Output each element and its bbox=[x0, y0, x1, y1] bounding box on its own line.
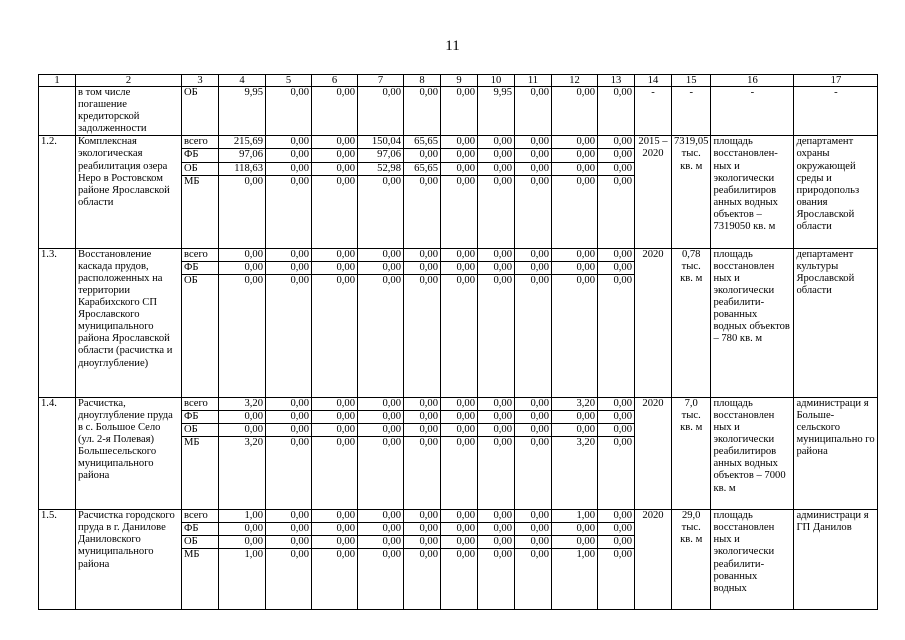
fund-cell: МБ bbox=[182, 437, 219, 510]
amount-cell: 0,00 bbox=[478, 549, 515, 610]
amount-cell: 0,00 bbox=[515, 261, 552, 274]
amount-cell: 0,00 bbox=[598, 136, 635, 149]
amount-cell: 0,00 bbox=[312, 175, 358, 248]
amount-cell: 0,00 bbox=[478, 149, 515, 162]
amount-cell: 0,00 bbox=[266, 149, 312, 162]
amount-cell: 1,00 bbox=[552, 549, 598, 610]
dash-cell: - bbox=[794, 87, 878, 136]
amount-cell: 0,00 bbox=[441, 424, 478, 437]
amount-cell: 0,00 bbox=[552, 248, 598, 261]
header-row bbox=[39, 75, 878, 87]
amount-cell: 0,00 bbox=[552, 175, 598, 248]
header-cell: 9 bbox=[441, 75, 478, 87]
amount-cell: 0,00 bbox=[441, 536, 478, 549]
amount-cell: 0,00 bbox=[358, 549, 404, 610]
amount-cell: 0,00 bbox=[552, 87, 598, 136]
amount-cell: 0,00 bbox=[266, 549, 312, 610]
amount-cell: 97,06 bbox=[219, 149, 266, 162]
amount-cell: 0,00 bbox=[266, 136, 312, 149]
page-number: 11 bbox=[445, 38, 460, 54]
amount-cell: 0,00 bbox=[515, 397, 552, 410]
fund-cell: ОБ bbox=[182, 87, 219, 136]
indicator-value-cell: 0,78 тыс. кв. м bbox=[672, 248, 711, 397]
amount-cell: 1,00 bbox=[219, 510, 266, 523]
amount-cell: 0,00 bbox=[515, 248, 552, 261]
amount-cell: 0,00 bbox=[515, 175, 552, 248]
header-cell: 15 bbox=[672, 75, 711, 87]
amount-cell: 0,00 bbox=[312, 274, 358, 397]
amount-cell: 0,00 bbox=[404, 437, 441, 510]
amount-cell: 0,00 bbox=[441, 397, 478, 410]
table-row bbox=[39, 136, 878, 149]
amount-cell: 0,00 bbox=[312, 510, 358, 523]
header-cell: 4 bbox=[219, 75, 266, 87]
amount-cell: 0,00 bbox=[266, 410, 312, 423]
amount-cell: 0,00 bbox=[598, 424, 635, 437]
amount-cell: 0,00 bbox=[219, 410, 266, 423]
amount-cell: 0,00 bbox=[266, 248, 312, 261]
fund-cell: ФБ bbox=[182, 523, 219, 536]
amount-cell: 0,00 bbox=[552, 162, 598, 175]
amount-cell: 0,00 bbox=[598, 397, 635, 410]
indicator-cell: площадь восстановлен ных и экологически реабилити-рованных водных bbox=[711, 510, 794, 610]
table-row bbox=[39, 87, 878, 136]
fund-cell: ФБ bbox=[182, 261, 219, 274]
header-cell: 8 bbox=[404, 75, 441, 87]
amount-cell: 0,00 bbox=[358, 410, 404, 423]
amount-cell: 0,00 bbox=[478, 523, 515, 536]
amount-cell: 0,00 bbox=[358, 397, 404, 410]
event-name-cell: в том числе погашение кредиторской задолженности bbox=[76, 87, 182, 136]
amount-cell: 0,00 bbox=[598, 549, 635, 610]
amount-cell: 0,00 bbox=[515, 274, 552, 397]
amount-cell: 0,00 bbox=[219, 175, 266, 248]
amount-cell: 0,00 bbox=[441, 410, 478, 423]
event-name-cell: Восстановление каскада прудов, расположенных на территории Карабихского СП Ярославского муниципального района Ярославской области (расчистка и дноуглубление) bbox=[76, 248, 182, 397]
amount-cell: 97,06 bbox=[358, 149, 404, 162]
amount-cell: 0,00 bbox=[598, 274, 635, 397]
amount-cell: 0,00 bbox=[552, 149, 598, 162]
header-cell: 12 bbox=[552, 75, 598, 87]
amount-cell: 0,00 bbox=[478, 274, 515, 397]
indicator-cell: площадь восстановлен-ных и экологически реабилитиров анных водных объектов – 7319050 кв. м bbox=[711, 136, 794, 248]
amount-cell: 0,00 bbox=[266, 437, 312, 510]
amount-cell: 0,00 bbox=[266, 162, 312, 175]
indicator-value-cell: 7319,05 тыс. кв. м bbox=[672, 136, 711, 248]
header-cell: 11 bbox=[515, 75, 552, 87]
amount-cell: 0,00 bbox=[404, 549, 441, 610]
years-cell: 2020 bbox=[635, 510, 672, 610]
amount-cell: 0,00 bbox=[358, 274, 404, 397]
amount-cell: 0,00 bbox=[312, 136, 358, 149]
amount-cell: 0,00 bbox=[598, 536, 635, 549]
fund-cell: ФБ bbox=[182, 149, 219, 162]
fund-cell: ОБ bbox=[182, 536, 219, 549]
amount-cell: 0,00 bbox=[266, 274, 312, 397]
amount-cell: 3,20 bbox=[219, 437, 266, 510]
indicator-value-cell: 29,0 тыс. кв. м bbox=[672, 510, 711, 610]
amount-cell: 0,00 bbox=[441, 437, 478, 510]
amount-cell: 0,00 bbox=[441, 261, 478, 274]
amount-cell: 0,00 bbox=[404, 261, 441, 274]
event-name-cell: Расчистка, дноуглубление пруда в с. Большое Село (ул. 2-я Полевая) Большесельского муниципального района bbox=[76, 397, 182, 509]
table-row bbox=[39, 397, 878, 410]
amount-cell: 0,00 bbox=[598, 162, 635, 175]
amount-cell: 0,00 bbox=[515, 536, 552, 549]
fund-cell: всего bbox=[182, 248, 219, 261]
amount-cell: 0,00 bbox=[515, 162, 552, 175]
amount-cell: 0,00 bbox=[515, 87, 552, 136]
amount-cell: 3,20 bbox=[552, 437, 598, 510]
amount-cell: 0,00 bbox=[358, 87, 404, 136]
amount-cell: 0,00 bbox=[598, 149, 635, 162]
amount-cell: 0,00 bbox=[552, 523, 598, 536]
header-cell: 5 bbox=[266, 75, 312, 87]
amount-cell: 9,95 bbox=[478, 87, 515, 136]
fund-cell: ОБ bbox=[182, 162, 219, 175]
amount-cell: 0,00 bbox=[515, 510, 552, 523]
amount-cell: 0,00 bbox=[358, 175, 404, 248]
amount-cell: 0,00 bbox=[552, 410, 598, 423]
amount-cell: 0,00 bbox=[478, 437, 515, 510]
amount-cell: 0,00 bbox=[441, 248, 478, 261]
amount-cell: 0,00 bbox=[478, 136, 515, 149]
dash-cell: - bbox=[711, 87, 794, 136]
amount-cell: 0,00 bbox=[598, 261, 635, 274]
event-name-cell: Расчистка городского пруда в г. Данилове Даниловского муниципального района bbox=[76, 510, 182, 610]
amount-cell: 0,00 bbox=[552, 261, 598, 274]
header-cell: 1 bbox=[39, 75, 76, 87]
amount-cell: 0,00 bbox=[358, 424, 404, 437]
header-cell: 2 bbox=[76, 75, 182, 87]
amount-cell: 0,00 bbox=[358, 248, 404, 261]
amount-cell: 0,00 bbox=[598, 410, 635, 423]
amount-cell: 0,00 bbox=[358, 510, 404, 523]
years-cell: 2020 bbox=[635, 248, 672, 397]
amount-cell: 0,00 bbox=[478, 175, 515, 248]
amount-cell: 0,00 bbox=[441, 149, 478, 162]
amount-cell: 65,65 bbox=[404, 136, 441, 149]
header-cell: 6 bbox=[312, 75, 358, 87]
amount-cell: 0,00 bbox=[515, 549, 552, 610]
amount-cell: 0,00 bbox=[312, 87, 358, 136]
amount-cell: 0,00 bbox=[515, 523, 552, 536]
amount-cell: 0,00 bbox=[266, 261, 312, 274]
amount-cell: 0,00 bbox=[552, 424, 598, 437]
table-row bbox=[39, 510, 878, 523]
amount-cell: 0,00 bbox=[219, 248, 266, 261]
amount-cell: 0,00 bbox=[266, 536, 312, 549]
table-row bbox=[39, 248, 878, 261]
amount-cell: 3,20 bbox=[219, 397, 266, 410]
fund-cell: ОБ bbox=[182, 424, 219, 437]
fund-cell: всего bbox=[182, 510, 219, 523]
amount-cell: 0,00 bbox=[441, 523, 478, 536]
amount-cell: 0,00 bbox=[598, 175, 635, 248]
amount-cell: 0,00 bbox=[441, 162, 478, 175]
amount-cell: 0,00 bbox=[312, 162, 358, 175]
amount-cell: 0,00 bbox=[358, 536, 404, 549]
amount-cell: 0,00 bbox=[312, 261, 358, 274]
event-number-cell: 1.4. bbox=[39, 397, 76, 509]
amount-cell: 0,00 bbox=[219, 523, 266, 536]
amount-cell: 0,00 bbox=[404, 149, 441, 162]
header-cell: 7 bbox=[358, 75, 404, 87]
header-cell: 10 bbox=[478, 75, 515, 87]
amount-cell: 0,00 bbox=[515, 136, 552, 149]
amount-cell: 0,00 bbox=[478, 248, 515, 261]
fund-cell: ФБ bbox=[182, 410, 219, 423]
amount-cell: 0,00 bbox=[404, 536, 441, 549]
amount-cell: 0,00 bbox=[312, 437, 358, 510]
indicator-cell: площадь восстановлен ных и экологически реабилити-рованных водных объектов – 780 кв. м bbox=[711, 248, 794, 397]
amount-cell: 0,00 bbox=[219, 274, 266, 397]
amount-cell: 0,00 bbox=[404, 274, 441, 397]
executor-cell: администраци я ГП Данилов bbox=[794, 510, 878, 610]
header-cell: 3 bbox=[182, 75, 219, 87]
amount-cell: 0,00 bbox=[404, 523, 441, 536]
amount-cell: 0,00 bbox=[441, 175, 478, 248]
amount-cell: 0,00 bbox=[441, 274, 478, 397]
amount-cell: 0,00 bbox=[441, 510, 478, 523]
fund-cell: всего bbox=[182, 397, 219, 410]
executor-cell: администраци я Больше-сельского муниципально го района bbox=[794, 397, 878, 509]
amount-cell: 0,00 bbox=[598, 87, 635, 136]
amount-cell: 9,95 bbox=[219, 87, 266, 136]
amount-cell: 0,00 bbox=[358, 437, 404, 510]
amount-cell: 0,00 bbox=[478, 261, 515, 274]
amount-cell: 0,00 bbox=[312, 149, 358, 162]
executor-cell: департамент охраны окружающей среды и природопольз ования Ярославской области bbox=[794, 136, 878, 248]
amount-cell: 52,98 bbox=[358, 162, 404, 175]
fund-cell: МБ bbox=[182, 549, 219, 610]
amount-cell: 0,00 bbox=[515, 437, 552, 510]
amount-cell: 0,00 bbox=[515, 149, 552, 162]
years-cell: 2015 – 2020 bbox=[635, 136, 672, 248]
amount-cell: 0,00 bbox=[312, 248, 358, 261]
amount-cell: 0,00 bbox=[441, 549, 478, 610]
dash-cell: - bbox=[672, 87, 711, 136]
amount-cell: 0,00 bbox=[312, 397, 358, 410]
fund-cell: МБ bbox=[182, 175, 219, 248]
amount-cell: 0,00 bbox=[404, 87, 441, 136]
amount-cell: 0,00 bbox=[441, 87, 478, 136]
amount-cell: 0,00 bbox=[266, 424, 312, 437]
amount-cell: 0,00 bbox=[478, 410, 515, 423]
row-number-cell bbox=[39, 87, 76, 136]
amount-cell: 0,00 bbox=[478, 424, 515, 437]
indicator-value-cell: 7,0 тыс. кв. м bbox=[672, 397, 711, 509]
amount-cell: 0,00 bbox=[266, 175, 312, 248]
event-number-cell: 1.5. bbox=[39, 510, 76, 610]
indicator-cell: площадь восстановлен ных и экологически реабилитиров анных водных объектов – 7000 кв. м bbox=[711, 397, 794, 509]
header-cell: 14 bbox=[635, 75, 672, 87]
amount-cell: 0,00 bbox=[515, 424, 552, 437]
amount-cell: 0,00 bbox=[441, 136, 478, 149]
amount-cell: 0,00 bbox=[358, 261, 404, 274]
amount-cell: 3,20 bbox=[552, 397, 598, 410]
amount-cell: 0,00 bbox=[478, 162, 515, 175]
amount-cell: 150,04 bbox=[358, 136, 404, 149]
amount-cell: 1,00 bbox=[552, 510, 598, 523]
amount-cell: 215,69 bbox=[219, 136, 266, 149]
amount-cell: 0,00 bbox=[266, 523, 312, 536]
amount-cell: 0,00 bbox=[478, 397, 515, 410]
executor-cell: департамент культуры Ярославской области bbox=[794, 248, 878, 397]
header-cell: 16 bbox=[711, 75, 794, 87]
amount-cell: 0,00 bbox=[404, 397, 441, 410]
amount-cell: 0,00 bbox=[358, 523, 404, 536]
dash-cell: - bbox=[635, 87, 672, 136]
event-name-cell: Комплексная экологическая реабилитация озера Неро в Ростовском районе Ярославской области bbox=[76, 136, 182, 248]
amount-cell: 0,00 bbox=[598, 437, 635, 510]
amount-cell: 0,00 bbox=[404, 424, 441, 437]
amount-cell: 0,00 bbox=[312, 424, 358, 437]
amount-cell: 0,00 bbox=[404, 510, 441, 523]
amount-cell: 65,65 bbox=[404, 162, 441, 175]
event-number-cell: 1.2. bbox=[39, 136, 76, 248]
amount-cell: 0,00 bbox=[552, 274, 598, 397]
amount-cell: 0,00 bbox=[478, 536, 515, 549]
amount-cell: 0,00 bbox=[478, 510, 515, 523]
amount-cell: 0,00 bbox=[598, 248, 635, 261]
amount-cell: 0,00 bbox=[219, 536, 266, 549]
amount-cell: 0,00 bbox=[404, 410, 441, 423]
amount-cell: 0,00 bbox=[515, 410, 552, 423]
amount-cell: 0,00 bbox=[219, 424, 266, 437]
event-number-cell: 1.3. bbox=[39, 248, 76, 397]
amount-cell: 0,00 bbox=[552, 536, 598, 549]
amount-cell: 0,00 bbox=[266, 510, 312, 523]
fund-cell: всего bbox=[182, 136, 219, 149]
amount-cell: 0,00 bbox=[404, 248, 441, 261]
amount-cell: 0,00 bbox=[219, 261, 266, 274]
header-cell: 17 bbox=[794, 75, 878, 87]
amount-cell: 118,63 bbox=[219, 162, 266, 175]
fund-cell: ОБ bbox=[182, 274, 219, 397]
amount-cell: 0,00 bbox=[312, 410, 358, 423]
header-cell: 13 bbox=[598, 75, 635, 87]
amount-cell: 0,00 bbox=[312, 523, 358, 536]
amount-cell: 1,00 bbox=[219, 549, 266, 610]
budget-table bbox=[38, 74, 878, 610]
amount-cell: 0,00 bbox=[598, 523, 635, 536]
amount-cell: 0,00 bbox=[598, 510, 635, 523]
amount-cell: 0,00 bbox=[266, 397, 312, 410]
amount-cell: 0,00 bbox=[404, 175, 441, 248]
years-cell: 2020 bbox=[635, 397, 672, 509]
amount-cell: 0,00 bbox=[266, 87, 312, 136]
amount-cell: 0,00 bbox=[552, 136, 598, 149]
amount-cell: 0,00 bbox=[312, 536, 358, 549]
amount-cell: 0,00 bbox=[312, 549, 358, 610]
